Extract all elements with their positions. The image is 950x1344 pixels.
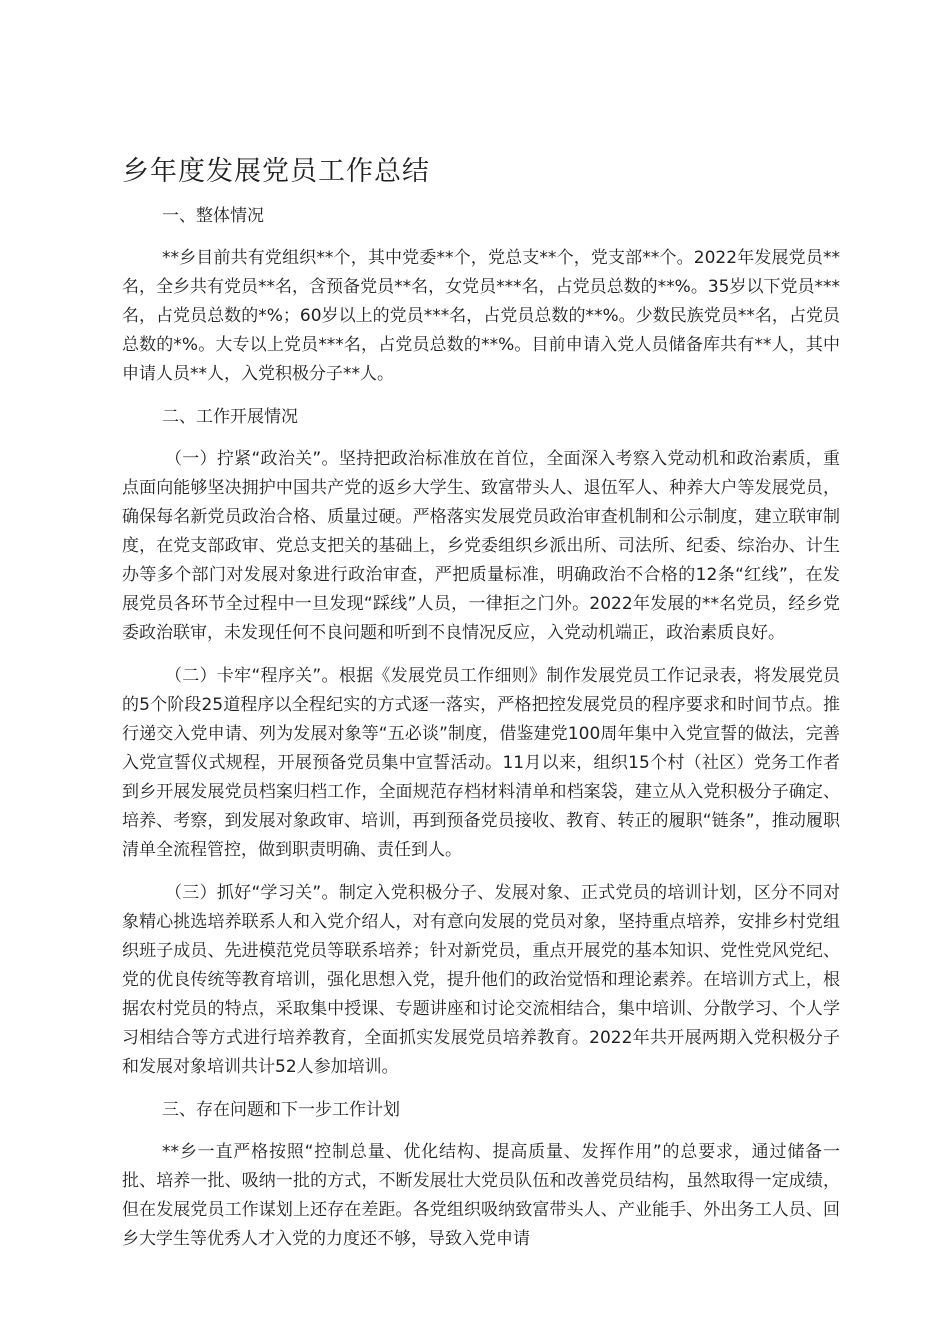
section-heading-problems-plan: 三、存在问题和下一步工作计划 bbox=[162, 1100, 400, 1120]
document-title: 乡年度发展党员工作总结 bbox=[122, 156, 430, 187]
paragraph-study-check: （三）抓好“学习关”。制定入党积极分子、发展对象、正式党员的培训计划，区分不同对象精心挑选培养联系人和入党介绍人，对有意向发展的党员对象，坚持重点培养，安排乡村党组织班子成员、先进模范党员等联系培养；针对新党员，重点开展党的基本知识、党性党风党纪、党的优良传统等教育培训，强化思想入党，提升他们的政治觉悟和理论素养。在培训方式上，根据农村党员的特点，采取集中授课、专题讲座和讨论交流相结合，集中培训、分散学习、个人学习相结合等方式进行培养教育，全面抓实发展党员培养教育。2022年共开展两期入党积极分子和发展对象培训共计52人参加培训。 bbox=[122, 883, 840, 1077]
paragraph-problems: **乡一直严格按照“控制总量、优化结构、提高质量、发挥作用”的总要求，通过储备一批、培养一批、吸纳一批的方式，不断发展壮大党员队伍和改善党员结构，虽然取得一定成绩，但在发展党员工作谋划上还存在差距。各党组织吸纳致富带头人、产业能手、外出务工人员、回乡大学生等优秀人才入党的力度还不够，导致入党申请 bbox=[122, 1142, 840, 1249]
section-heading-work-progress: 二、工作开展情况 bbox=[162, 407, 298, 427]
paragraph-political-check: （一）拧紧“政治关”。坚持把政治标准放在首位，全面深入考察入党动机和政治素质，重点面向能够坚决拥护中国共产党的返乡大学生、致富带头人、退伍军人、种养大户等发展党员，确保每名新党员政治合格、质量过硬。严格落实发展党员政治审查机制和公示制度，建立联审制度，在党支部政审、党总支把关的基础上，乡党委组织乡派出所、司法所、纪委、综治办、计生办等多个部门对发展对象进行政治审查，严把质量标准，明确政治不合格的12条“红线”，在发展党员各环节全过程中一旦发现“踩线”人员，一律拒之门外。2022年发展的**名党员，经乡党委政治联审，未发现任何不良问题和听到不良情况反应，入党动机端正，政治素质良好。 bbox=[122, 449, 840, 643]
document-page bbox=[122, 152, 840, 1268]
section-heading-overview: 一、整体情况 bbox=[162, 206, 264, 226]
paragraph-procedure-check: （二）卡牢“程序关”。根据《发展党员工作细则》制作发展党员工作记录表，将发展党员的5个阶段25道程序以全程纪实的方式逐一落实，严格把控发展党员的程序要求和时间节点。推行递交入党申请、列为发展对象等“五必谈”制度，借鉴建党100周年集中入党宣誓的做法，完善入党宣誓仪式规程，开展预备党员集中宣誓活动。11月以来，组织15个村（社区）党务工作者到乡开展发展党员档案归档工作，全面规范存档材料清单和档案袋，建立从入党积极分子确定、培养、考察，到发展对象政审、培训，再到预备党员接收、教育、转正的履职“链条”，推动履职清单全流程管控，做到职责明确、责任到人。 bbox=[122, 666, 840, 860]
paragraph-overview: **乡目前共有党组织**个，其中党委**个，党总支**个，党支部**个。2022年发展党员**名，全乡共有党员**名，含预备党员**名，女党员***名，占党员总数的**%。35岁以下党员***名，占党员总数的*%；60岁以上的党员***名，占党员总数的**%。少数民族党员**名，占党员总数的*%。大专以上党员***名，占党员总数的**%。目前申请入党人员储备库共有**人，其中申请人员**人，入党积极分子**人。 bbox=[122, 248, 840, 384]
